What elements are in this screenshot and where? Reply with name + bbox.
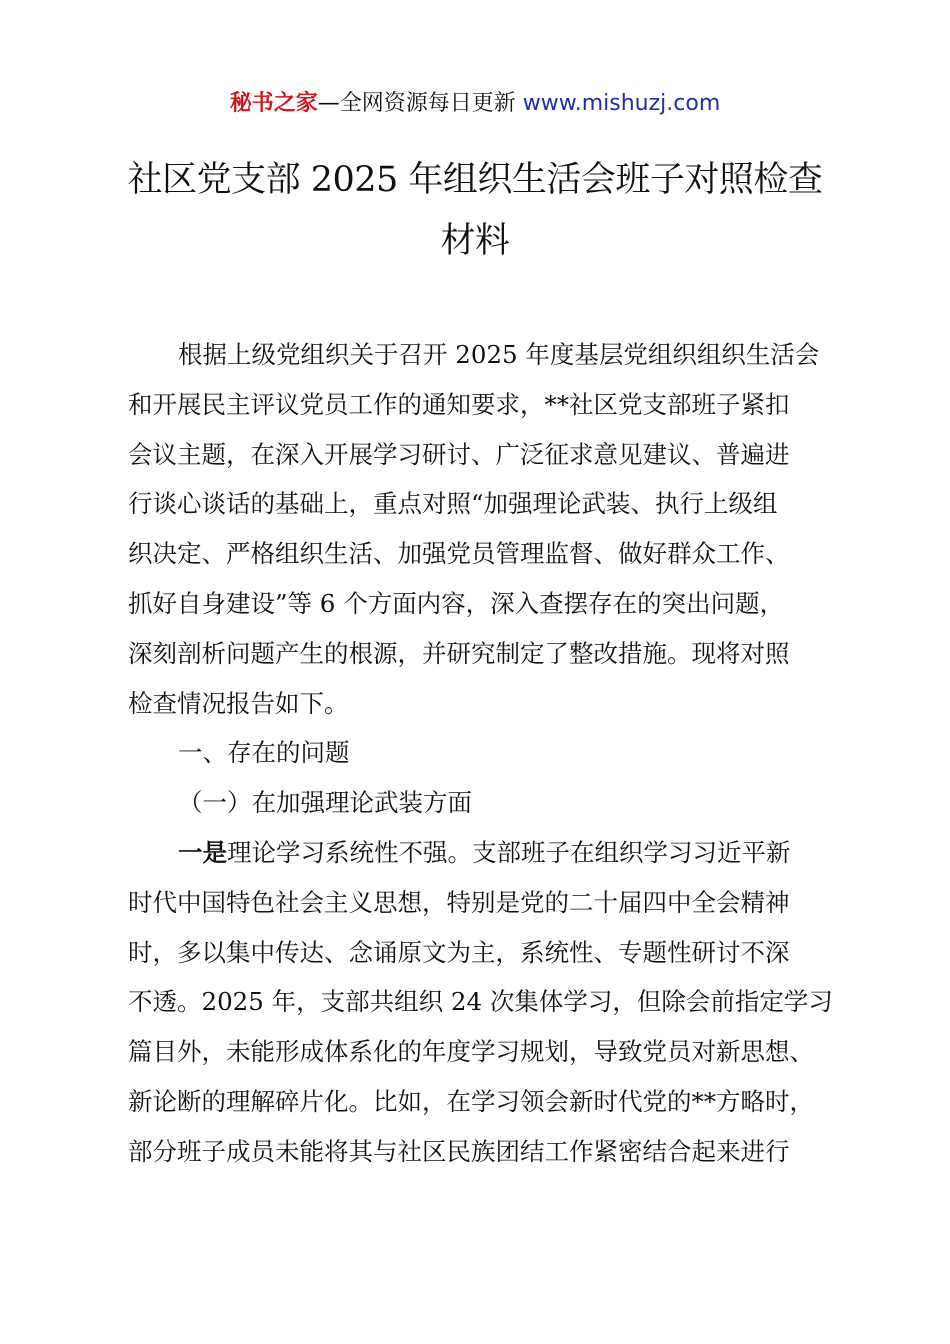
section-subheading: （一）在加强理论武装方面: [178, 788, 472, 818]
intro-line: 根据上级党组织关于召开 2025 年度基层党组织组织生活会: [178, 340, 820, 369]
intro-line: 抓好自身建设”等 6 个方面内容，深入查摆存在的突出问题，: [128, 588, 785, 618]
point-line: 时代中国特色社会主义思想，特别是党的二十届四中全会精神: [128, 887, 790, 917]
title-line: 社区党支部 2025 年组织生活会班子对照检查: [127, 160, 823, 200]
point-text: 理论学习系统性不强。支部班子在组织学习习近平新: [227, 837, 791, 867]
intro-line: 和开展民主评议党员工作的通知要求，**社区党支部班子紧扣: [128, 389, 790, 419]
intro-line: 织决定、严格组织生活、加强党员管理监督、做好群众工作、: [128, 539, 790, 569]
point-first-line: [128, 828, 834, 878]
point-line: 篇目外，未能形成体系化的年度学习规划，导致党员对新思想、: [128, 1037, 814, 1067]
point-lead: 一是: [178, 837, 227, 867]
title-line: 材料: [440, 221, 510, 261]
section-heading: 一、存在的问题: [178, 738, 350, 768]
document-body: [128, 330, 834, 1177]
site-tagline: —全网资源每日更新: [317, 91, 523, 116]
intro-line: 检查情况报告如下。: [128, 688, 349, 718]
intro-line: 行谈心谈话的基础上，重点对照“加强理论武装、执行上级组: [128, 489, 778, 519]
intro-line: 会议主题，在深入开展学习研讨、广泛征求意见建议、普遍进: [128, 439, 790, 469]
site-url-link[interactable]: www.mishuzj.com: [522, 91, 721, 116]
intro-line: 深刻剖析问题产生的根源，并研究制定了整改措施。现将对照: [128, 638, 790, 668]
point-line: 时，多以集中传达、念诵原文为主，系统性、专题性研讨不深: [128, 937, 790, 967]
site-brand: 秘书之家: [229, 91, 318, 116]
point-line: 新论断的理解碎片化。比如，在学习领会新时代党的**方略时，: [128, 1086, 814, 1116]
point-line: 部分班子成员未能将其与社区民族团结工作紧密结合起来进行: [128, 1136, 790, 1166]
site-header: [0, 88, 950, 120]
point-line: 不透。2025 年，支部共组织 24 次集体学习，但除会前指定学习: [128, 987, 833, 1017]
document-title: [100, 150, 850, 272]
